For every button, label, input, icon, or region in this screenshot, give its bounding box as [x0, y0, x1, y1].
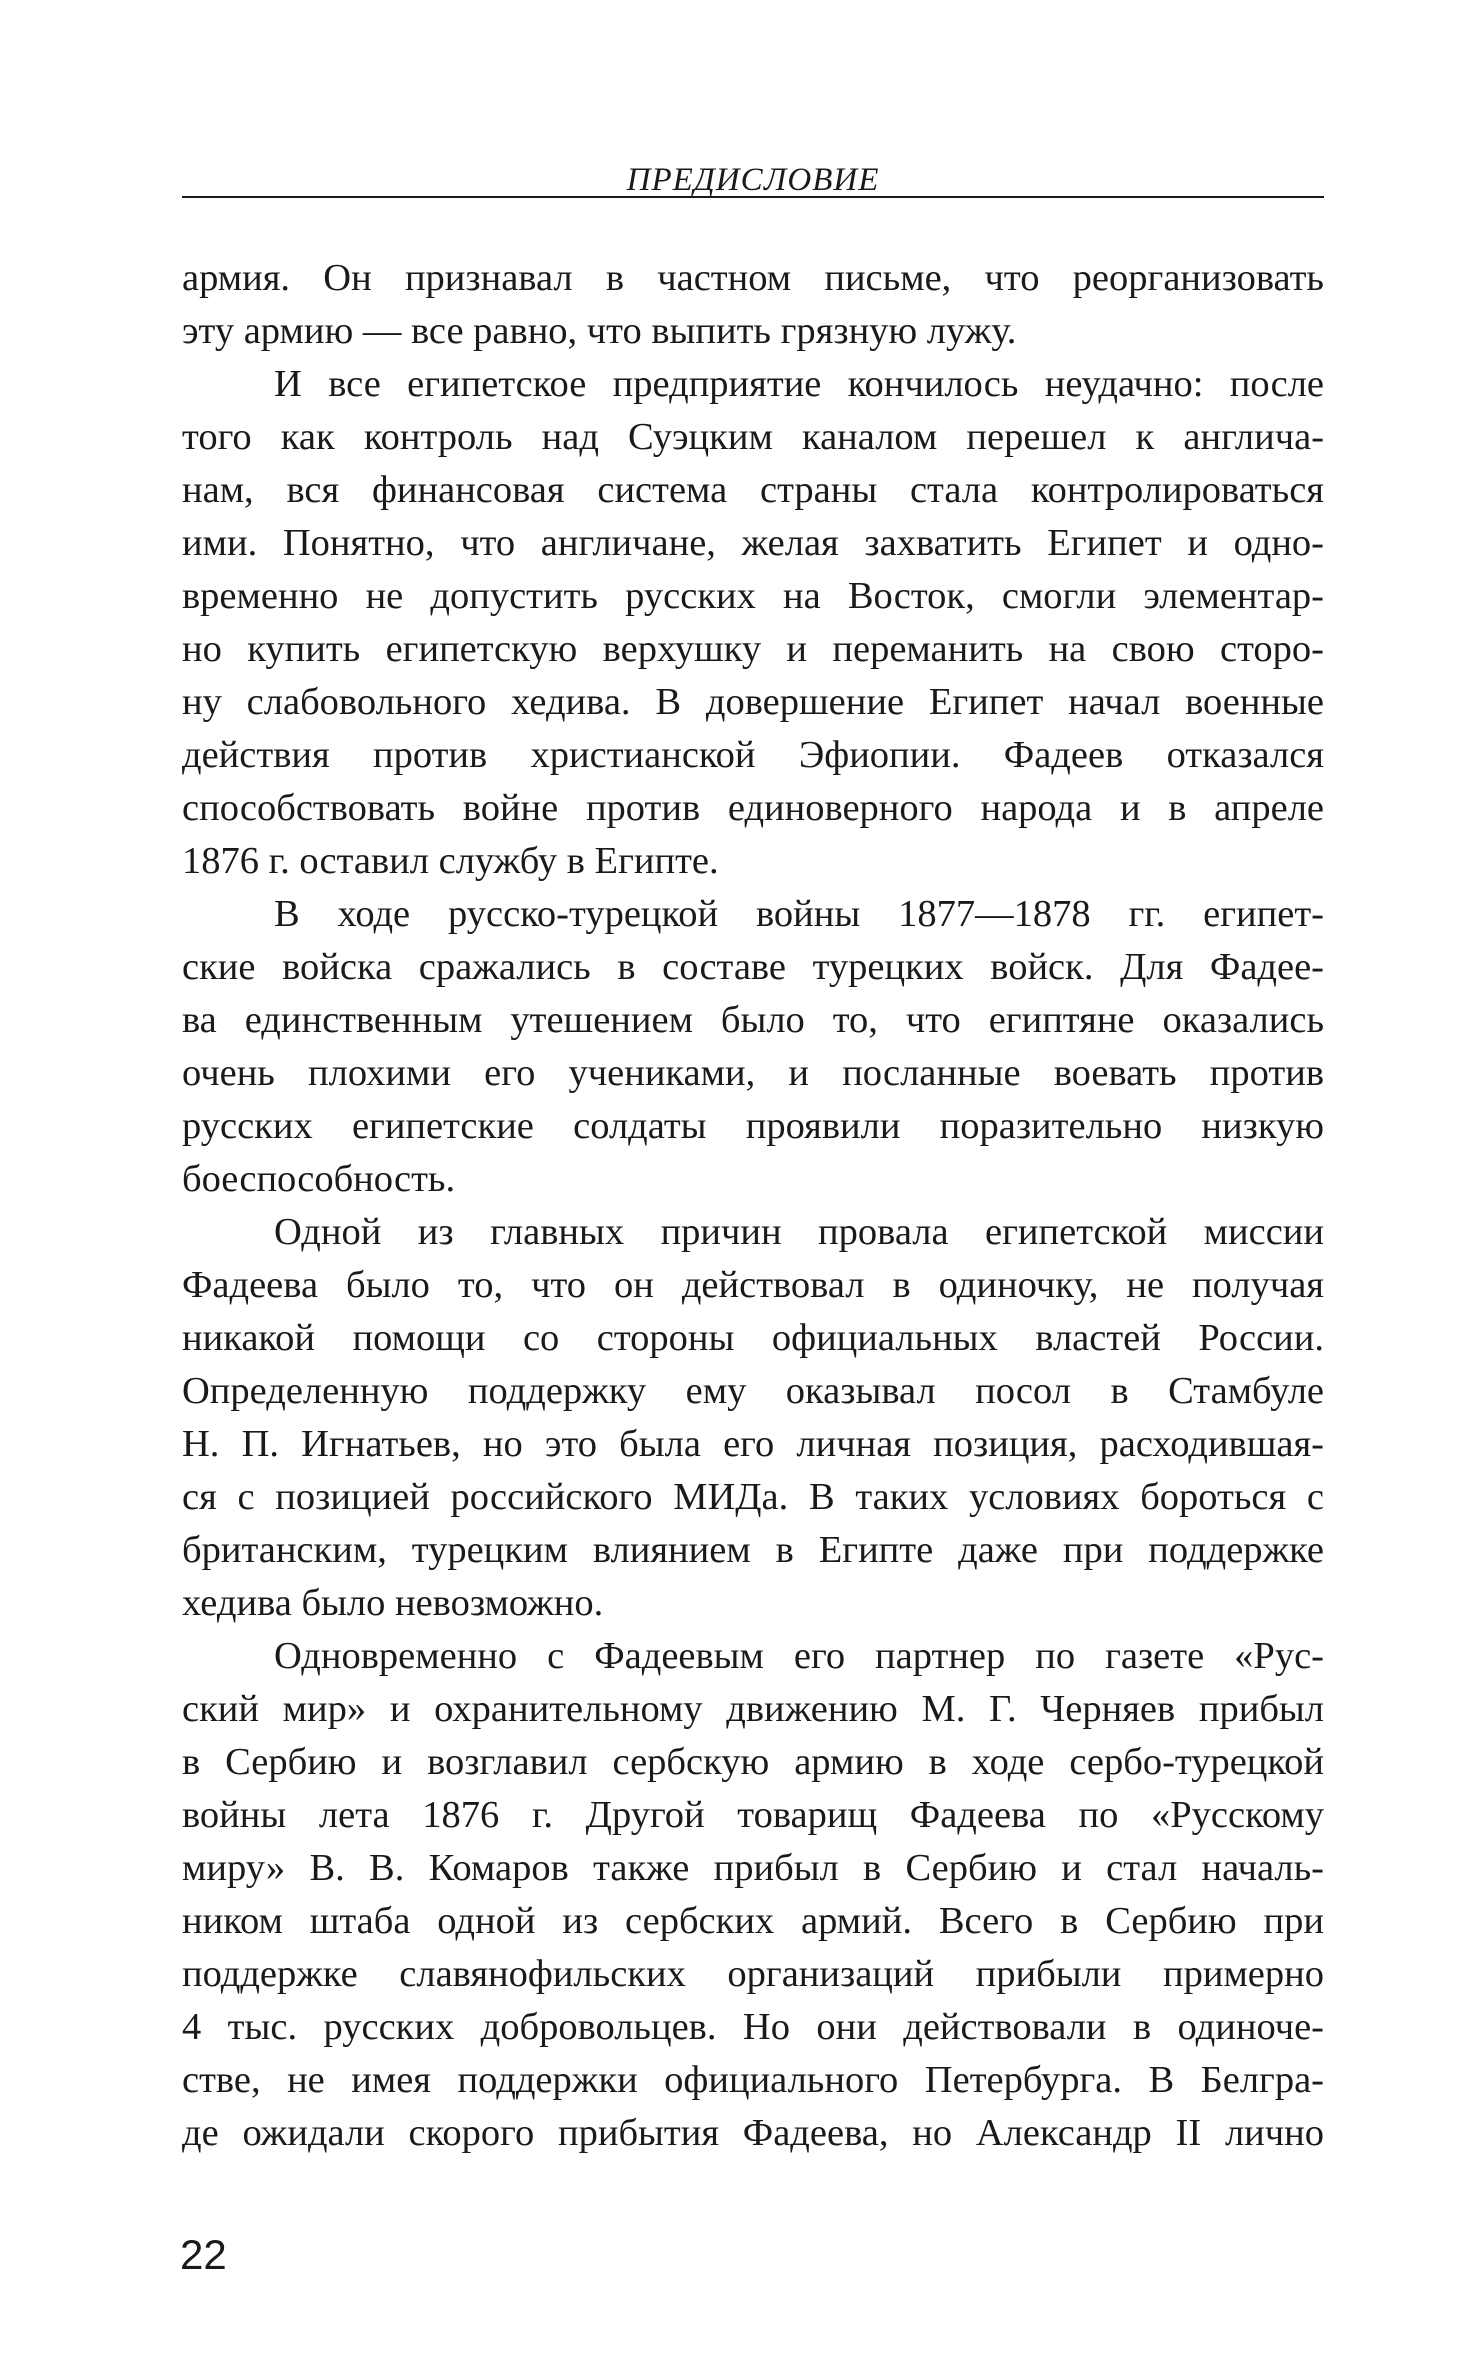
- text-line: поддержке славянофильских организаций прибыли примерно: [182, 1953, 1324, 1995]
- text-line: И все египетское предприятие кончилось неудачно: после: [274, 363, 1324, 405]
- text-line: способствовать войне против единоверного народа и в апреле: [182, 787, 1324, 829]
- text-line: эту армию — все равно, что выпить грязную лужу.: [182, 310, 1017, 352]
- text-line: де ожидали скорого прибытия Фадеева, но Александр II лично: [182, 2112, 1324, 2154]
- text-line: 1876 г. оставил службу в Египте.: [182, 840, 719, 882]
- text-line: 4 тыс. русских добровольцев. Но они действовали в одиноче-: [182, 2006, 1324, 2048]
- text-line: ну слабовольного хедива. В довершение Египет начал военные: [182, 681, 1324, 723]
- text-line: Определенную поддержку ему оказывал посол в Стамбуле: [182, 1370, 1324, 1412]
- text-line: ские войска сражались в составе турецких войск. Для Фадее-: [182, 946, 1324, 988]
- text-line: войны лета 1876 г. Другой товарищ Фадеева по «Русскому: [182, 1794, 1324, 1836]
- text-line: ником штаба одной из сербских армий. Всего в Сербию при: [182, 1900, 1324, 1942]
- text-line: Одной из главных причин провала египетской миссии: [274, 1211, 1324, 1253]
- text-line: в Сербию и возглавил сербскую армию в ходе сербо-турецкой: [182, 1741, 1324, 1783]
- text-line: ский мир» и охранительному движению М. Г. Черняев прибыл: [182, 1688, 1324, 1730]
- running-header: ПРЕДИСЛОВИЕ: [626, 162, 880, 198]
- text-line: Фадеева было то, что он действовал в одиночку, не получая: [182, 1264, 1324, 1306]
- text-line: армия. Он признавал в частном письме, что реорганизовать: [182, 257, 1324, 299]
- page-number: 22: [180, 2231, 227, 2278]
- text-line: русских египетские солдаты проявили поразительно низкую: [182, 1105, 1324, 1147]
- text-line: боеспособность.: [182, 1158, 456, 1200]
- text-line: временно не допустить русских на Восток, смогли элементар-: [182, 575, 1324, 617]
- text-line: ся с позицией российского МИДа. В таких условиях бороться с: [182, 1476, 1324, 1518]
- text-line: нам, вся финансовая система страны стала контролироваться: [182, 469, 1324, 511]
- text-line: но купить египетскую верхушку и переманить на свою сторо-: [182, 628, 1324, 670]
- text-line: ими. Понятно, что англичане, желая захватить Египет и одно-: [182, 522, 1324, 564]
- body-text: [182, 252, 1324, 2160]
- text-line: британским, турецким влиянием в Египте даже при поддержке: [182, 1529, 1324, 1571]
- text-line: В ходе русско-турецкой войны 1877—1878 гг. египет-: [274, 893, 1324, 935]
- text-line: действия против христианской Эфиопии. Фадеев отказался: [182, 734, 1324, 776]
- text-line: хедива было невозможно.: [182, 1582, 604, 1624]
- text-line: миру» В. В. Комаров также прибыл в Сербию и стал началь-: [182, 1847, 1324, 1889]
- text-line: очень плохими его учениками, и посланные воевать против: [182, 1052, 1324, 1094]
- text-line: ва единственным утешением было то, что египтяне оказались: [182, 999, 1324, 1041]
- text-line: Одновременно с Фадеевым его партнер по газете «Рус-: [274, 1635, 1324, 1677]
- text-line: того как контроль над Суэцким каналом перешел к англича-: [182, 416, 1324, 458]
- header-rule: [182, 196, 1324, 198]
- text-line: никакой помощи со стороны официальных властей России.: [182, 1317, 1324, 1359]
- text-line: стве, не имея поддержки официального Петербурга. В Белгра-: [182, 2059, 1324, 2101]
- text-line: Н. П. Игнатьев, но это была его личная позиция, расходившая-: [182, 1423, 1324, 1465]
